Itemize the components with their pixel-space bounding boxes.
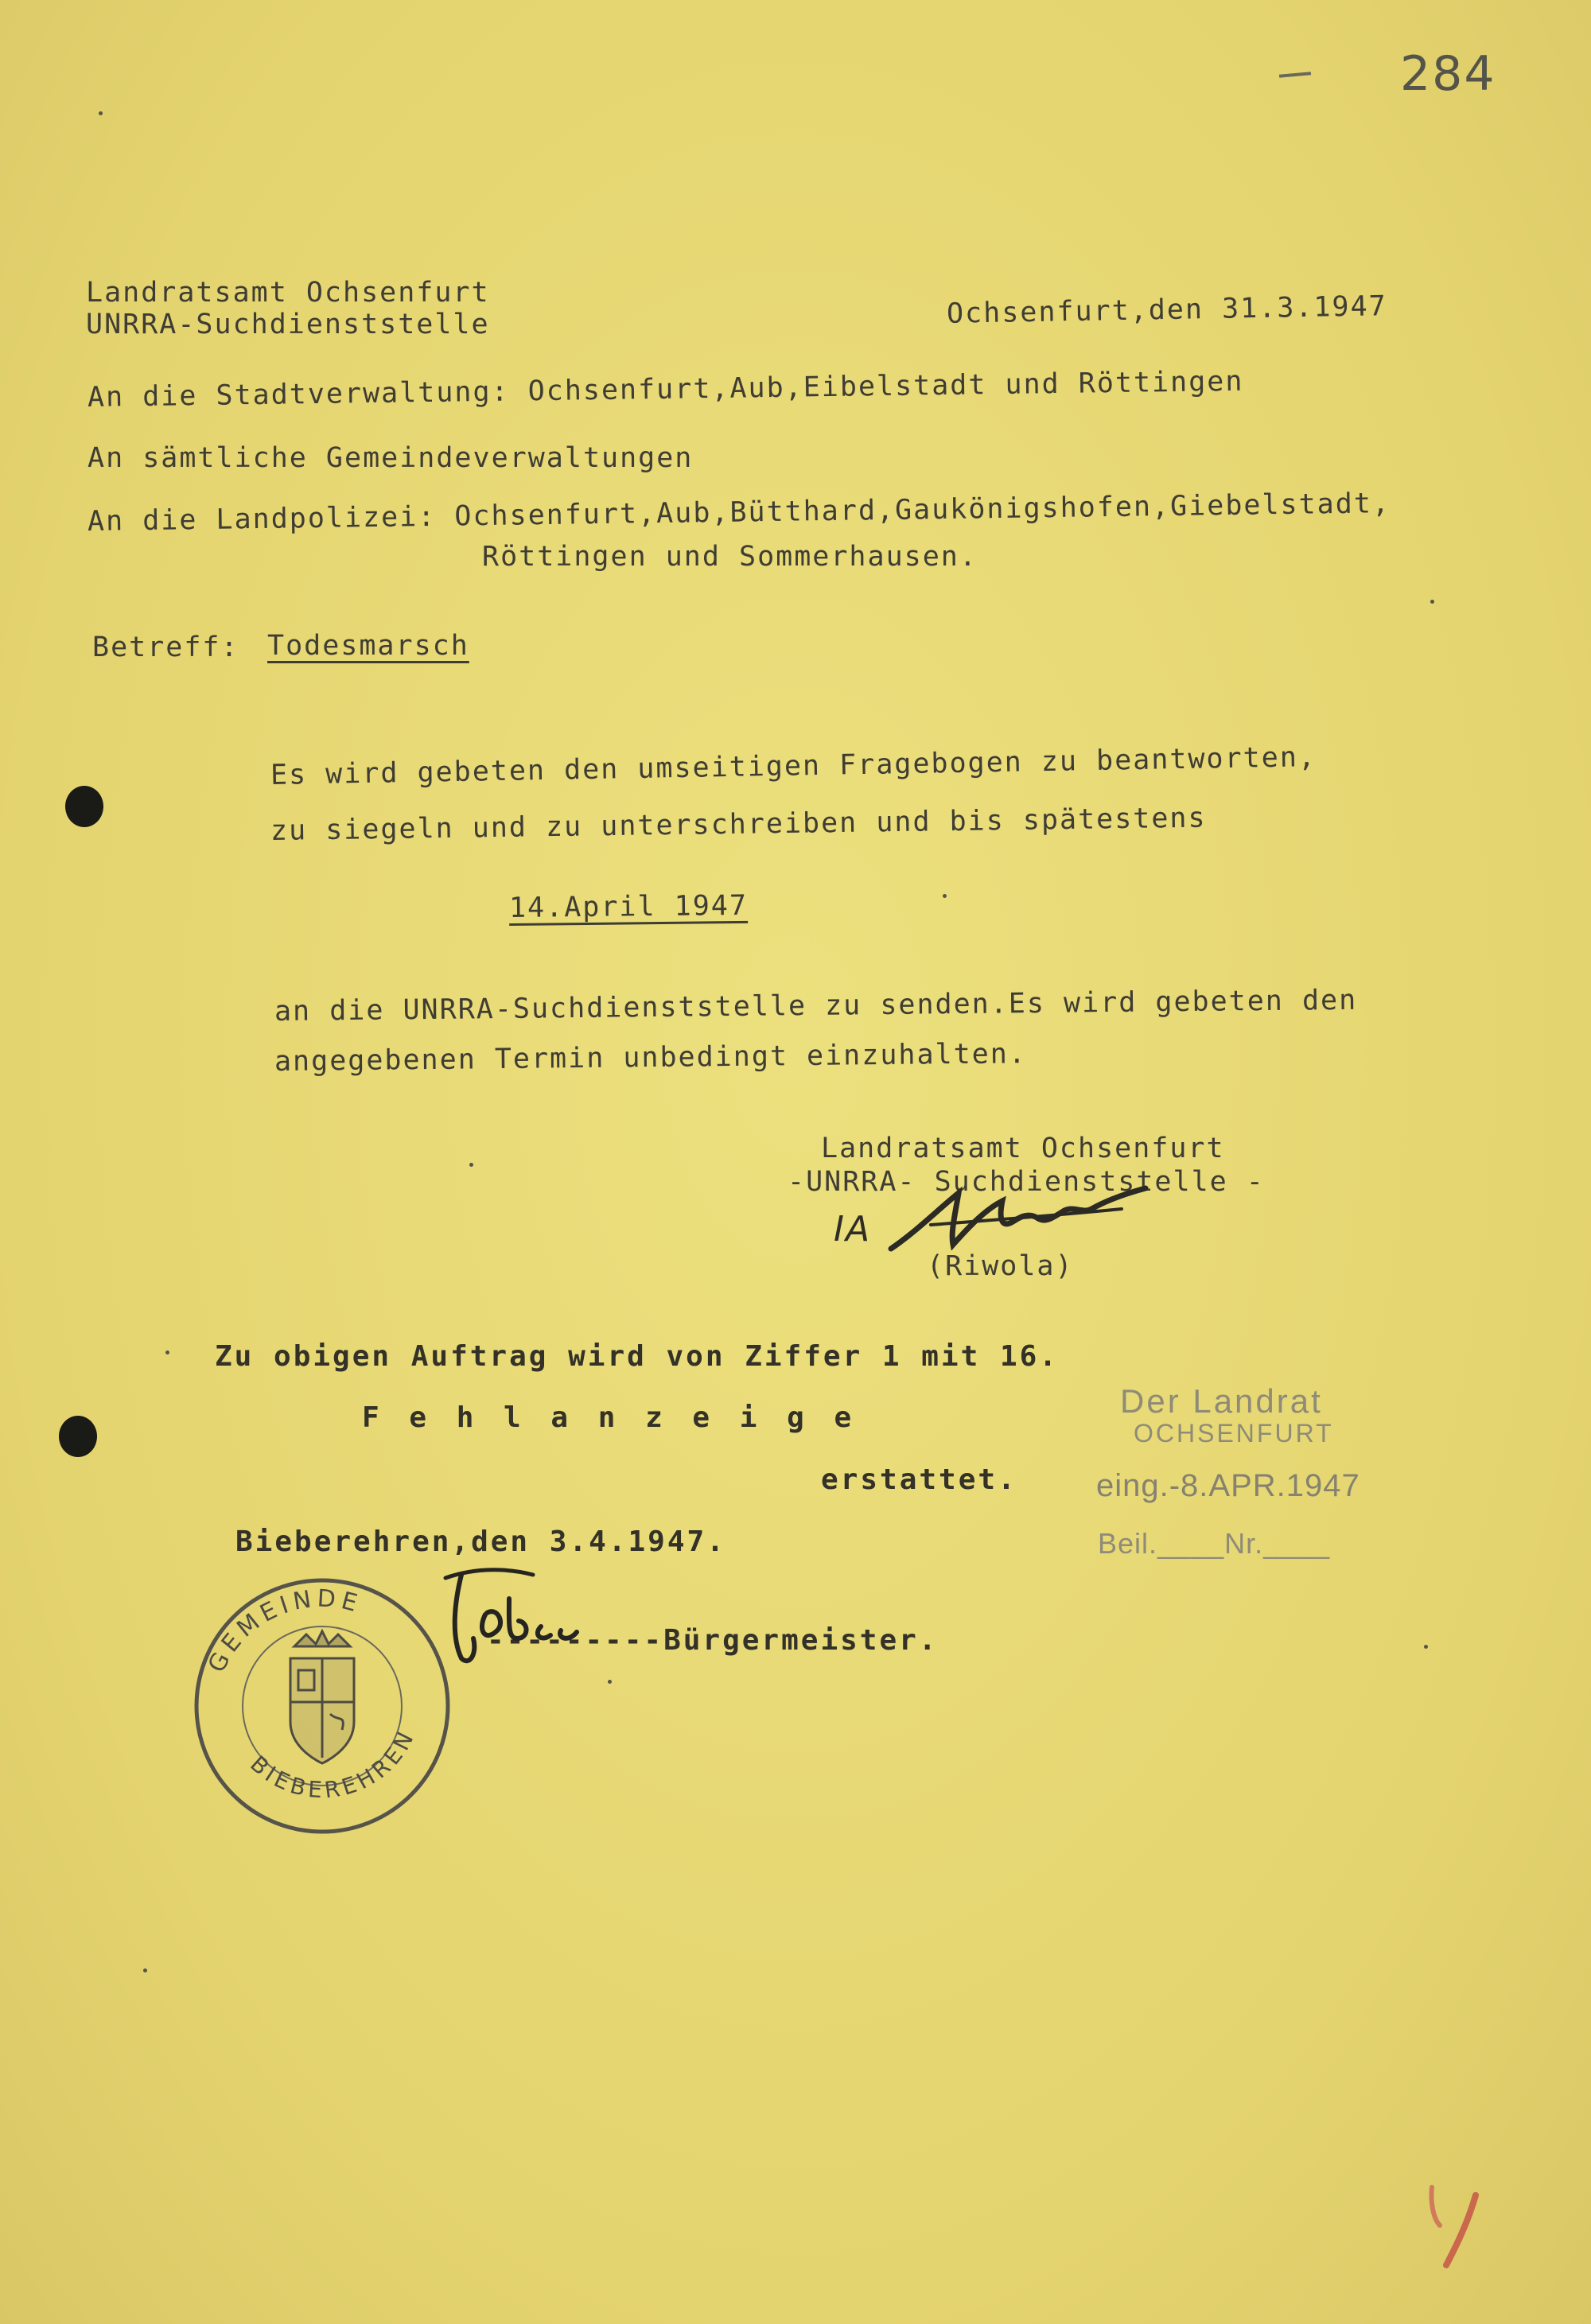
office-department: UNRRA-Suchdienststelle [86, 309, 490, 340]
signature-office: Landratsamt Ochsenfurt [821, 1133, 1225, 1164]
speck [1424, 1645, 1428, 1649]
reply-signer-title: ---------Bürgermeister. [487, 1624, 939, 1657]
speck [1430, 600, 1434, 604]
punch-hole-bottom [59, 1416, 97, 1457]
seal-text-bottom: BIEBEREHREN [245, 1724, 421, 1804]
received-stamp-reference: Beil.____Nr.____ [1098, 1527, 1331, 1560]
signer-name: (Riwola) [927, 1250, 1074, 1282]
punch-hole-top [65, 786, 103, 827]
speck [469, 1163, 473, 1167]
signature-prefix: IA [834, 1209, 872, 1249]
subject-value: Todesmarsch [267, 630, 469, 662]
received-stamp-authority: Der Landrat [1120, 1382, 1323, 1420]
place-date: Ochsenfurt,den 31.3.1947 [946, 290, 1388, 330]
body-line-4: angegebenen Termin unbedingt einzuhalten. [274, 1038, 1028, 1078]
page-number: 284 [1400, 46, 1496, 102]
seal-text-top: GEMEINDE [202, 1584, 365, 1677]
speck [165, 1350, 169, 1354]
body-line-2: zu siegeln und zu unterschreiben und bis spätestens [270, 802, 1207, 847]
subject-label: Betreff: [92, 632, 239, 663]
speck [99, 111, 103, 115]
reply-line-1: Zu obigen Auftrag wird von Ziffer 1 mit 16. [215, 1340, 1059, 1373]
signature-department: -UNRRA- Suchdienststelle - [788, 1166, 1265, 1198]
body-line-3: an die UNRRA-Suchdienststelle zu senden.Es wird gebeten den [274, 984, 1358, 1028]
recipient-line-2: An sämtliche Gemeindeverwaltungen [88, 442, 694, 474]
red-check-mark [1408, 2179, 1503, 2275]
recipient-line-3: An die Landpolizei: Ochsenfurt,Aub,Bütthard,Gaukönigshofen,Giebelstadt, [87, 488, 1391, 538]
speck [608, 1680, 612, 1684]
deadline-date: 14.April 1947 [508, 889, 749, 924]
municipal-seal [179, 1555, 461, 1841]
corner-dash [1279, 72, 1311, 77]
speck [143, 1968, 147, 1972]
seal-coat-of-arms [290, 1631, 354, 1763]
reply-erstattet: erstattet. [821, 1463, 1017, 1496]
received-stamp-place: OCHSENFURT [1134, 1419, 1334, 1448]
recipient-line-1: An die Stadtverwaltung: Ochsenfurt,Aub,Eibelstadt und Röttingen [87, 365, 1244, 414]
reply-place-date: Bieberehren,den 3.4.1947. [235, 1525, 726, 1558]
speck [943, 894, 947, 898]
reply-fehlanzeige: F e h l a n z e i g e [362, 1401, 858, 1434]
received-stamp-date: eing.-8.APR.1947 [1096, 1468, 1360, 1503]
body-line-1: Es wird gebeten den umseitigen Fragebogen zu beantworten, [270, 741, 1317, 791]
recipient-line-4: Röttingen und Sommerhausen. [482, 541, 978, 573]
office-name: Landratsamt Ochsenfurt [86, 277, 490, 309]
